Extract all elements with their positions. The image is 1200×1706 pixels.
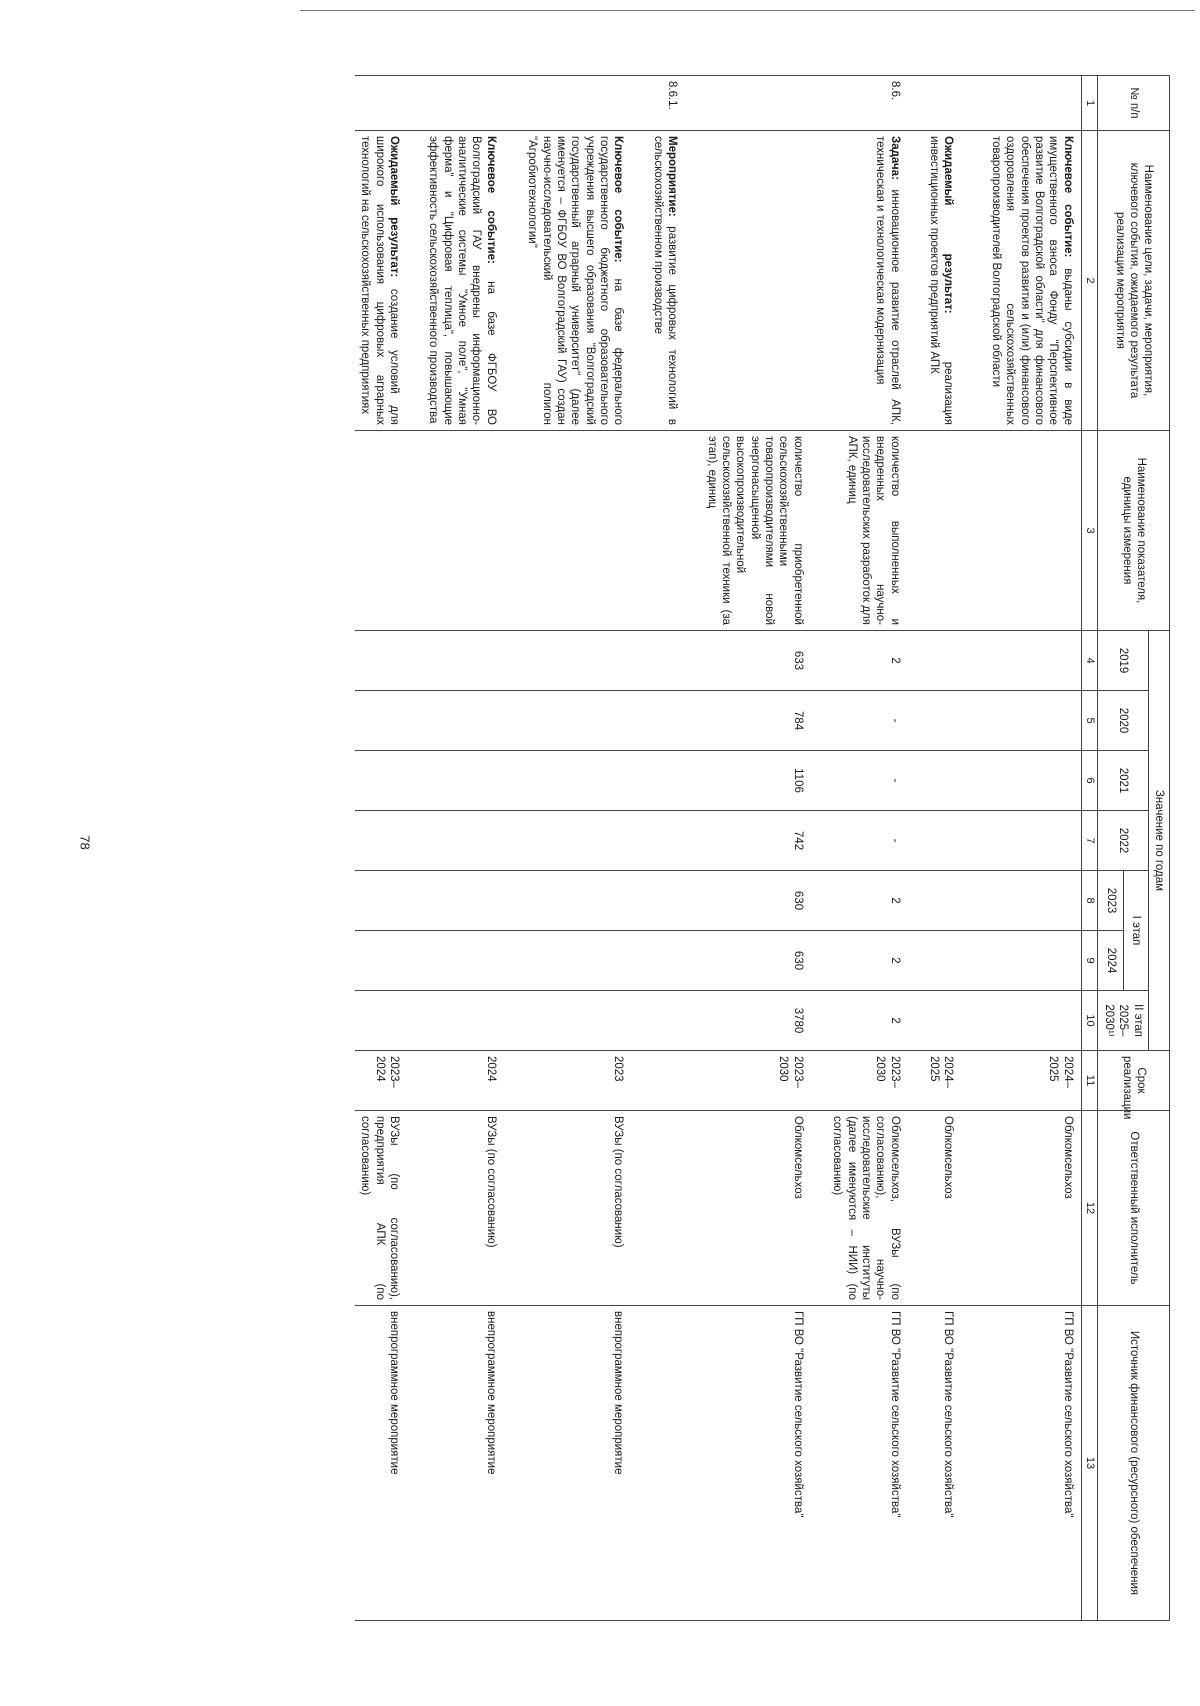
row-indicator [924, 431, 986, 631]
row-term [648, 1051, 702, 1111]
row-value-2020: 784 [701, 691, 827, 751]
row-responsible: Облкомсельхоз, ВУЗы (по согласованию), научно-исследовательские институты (далее именуются – НИИ) (по согласованию) [827, 1111, 924, 1306]
row-value-2024 [522, 931, 648, 991]
col-num-1: 1 [1081, 76, 1098, 131]
row-value-2021 [986, 751, 1082, 811]
row-value-2022 [355, 811, 423, 871]
col-num-9: 9 [1081, 931, 1098, 991]
row-no [423, 76, 522, 131]
row-value-2021 [924, 751, 986, 811]
table-row [986, 76, 1082, 1621]
row-responsible: Облкомсельхоз [924, 1111, 986, 1306]
header-2021: 2021 [1098, 751, 1148, 811]
row-responsible: Облкомсельхоз [986, 1111, 1082, 1306]
row-value-2019 [986, 631, 1082, 691]
row-indicator: количество приобретенной сельскохозяйственными товаропроизводителями новой энергонасыщенной высокопроизводительной сельскохозяйственной техники (за этап), единиц [701, 431, 827, 631]
row-value-2021 [355, 751, 423, 811]
row-indicator: количество выполненных и внедренных научно-исследовательских разработок для АПК, единиц [827, 431, 924, 631]
header-responsible: Ответственный исполнитель [1098, 1111, 1170, 1306]
row-value-2019 [648, 631, 702, 691]
row-value-2022: 742 [701, 811, 827, 871]
row-no: 8.6. [827, 76, 924, 131]
page-number: 78 [77, 835, 93, 850]
row-value-2021 [522, 751, 648, 811]
row-value-2020: - [827, 691, 924, 751]
row-name [648, 131, 702, 431]
row-no: 8.6.1. [648, 76, 702, 131]
row-value-2022 [648, 811, 702, 871]
row-value-2019 [423, 631, 522, 691]
row-indicator [355, 431, 423, 631]
row-value-2021 [648, 751, 702, 811]
col-num-8: 8 [1081, 871, 1098, 931]
row-name-keyword: Ключевое событие: [1061, 136, 1074, 258]
row-name-text: реализация инвестиционных проектов предприятий АПК [928, 136, 955, 425]
row-value-2023 [355, 871, 423, 931]
row-name-keyword: Мероприятие: [666, 136, 679, 217]
header-source: Источник финансового (ресурсного) обеспечения [1098, 1306, 1170, 1621]
row-name [924, 131, 986, 431]
row-no [986, 76, 1082, 131]
row-no [701, 76, 827, 131]
row-name-text: на базе федерального государственного бюджетного образовательного учреждения высшего образования "Волгоградский государственный аграрный университет" (далее именуется – ФГБОУ ВО Волгоградский ГАУ) создан научно-исследовательский полигон "Агробиотехнологии" [526, 136, 625, 425]
row-value-2020 [355, 691, 423, 751]
col-num-12: 12 [1081, 1111, 1098, 1306]
table-body [355, 76, 1081, 1621]
table-row [924, 76, 986, 1621]
row-value-2024: 2 [827, 931, 924, 991]
row-value-2024 [648, 931, 702, 991]
row-value-2025-2030 [924, 991, 986, 1051]
col-num-4: 4 [1081, 631, 1098, 691]
row-source: ГП ВО "Развитие сельского хозяйства" [986, 1306, 1082, 1621]
row-name-keyword: Ожидаемый результат: [388, 136, 400, 278]
row-name-keyword: Ожидаемый результат: [942, 136, 955, 314]
row-name-text: инновационное развитие отраслей АПК, техническая и технологическая модернизация [874, 136, 901, 425]
row-name-text: развитие цифровых технологий в сельскохозяйственном производстве [651, 136, 679, 425]
col-num-13: 13 [1081, 1306, 1098, 1621]
header-indicator: Наименование показателя, единицы измерения [1098, 431, 1170, 631]
row-value-2022: - [827, 811, 924, 871]
row-name [986, 131, 1082, 431]
table-row [355, 76, 423, 1621]
row-term: 2023–2030 [827, 1051, 924, 1111]
row-name-keyword: Задача: [888, 136, 901, 180]
col-num-5: 5 [1081, 691, 1098, 751]
row-no [522, 76, 648, 131]
header-2020: 2020 [1098, 691, 1148, 751]
row-term: 2024 [423, 1051, 522, 1111]
row-value-2023 [648, 871, 702, 931]
row-value-2019: 633 [701, 631, 827, 691]
row-term: 2024–2025 [924, 1051, 986, 1111]
row-source: ГП ВО "Развитие сельского хозяйства" [827, 1306, 924, 1621]
row-value-2024: 630 [701, 931, 827, 991]
row-value-2025-2030: 3780 [701, 991, 827, 1051]
row-source: внепрограммное мероприятие [355, 1306, 423, 1621]
row-source: ГП ВО "Развитие сельского хозяйства" [701, 1306, 827, 1621]
header-2023: 2023 [1098, 871, 1123, 931]
row-value-2020 [986, 691, 1082, 751]
row-name-text: выданы субсидии в виде имущественного взноса Фонду "Перспективное развитие Волгоградской области" для финансового обеспечения проектов развития и (или) финансового оздоровления сельскохозяйственных товаропроизводителей Волгоградской области [989, 136, 1074, 425]
row-no [924, 76, 986, 131]
row-name [827, 131, 924, 431]
col-num-7: 7 [1081, 811, 1098, 871]
row-value-2025-2030 [522, 991, 648, 1051]
row-value-2019 [355, 631, 423, 691]
row-value-2019: 2 [827, 631, 924, 691]
row-value-2025-2030 [986, 991, 1082, 1051]
row-responsible: ВУЗы (по согласованию) [522, 1111, 648, 1306]
row-value-2024 [423, 931, 522, 991]
header-stage1: I этап [1123, 871, 1148, 991]
row-term: 2024–2025 [986, 1051, 1082, 1111]
row-value-2019 [924, 631, 986, 691]
row-value-2020 [924, 691, 986, 751]
header-2022: 2022 [1098, 811, 1148, 871]
col-num-3: 3 [1081, 431, 1098, 631]
row-value-2025-2030 [423, 991, 522, 1051]
row-responsible [648, 1111, 702, 1306]
row-value-2020 [522, 691, 648, 751]
row-source: внепрограммное мероприятие [522, 1306, 648, 1621]
row-value-2022 [986, 811, 1082, 871]
row-name-keyword: Ключевое событие: [612, 136, 625, 263]
row-value-2020 [648, 691, 702, 751]
header-term: Срок реализации [1098, 1051, 1170, 1111]
table-row [827, 76, 924, 1621]
row-name-text: создание условий для широкого использования цифровых аграрных технологий на сельскохозяйственных предприятиях [359, 136, 400, 425]
row-term: 2023 [522, 1051, 648, 1111]
row-responsible: ВУЗы (по согласованию) [423, 1111, 522, 1306]
row-indicator [648, 431, 702, 631]
row-name [701, 131, 827, 431]
row-source: внепрограммное мероприятие [423, 1306, 522, 1621]
row-value-2023 [522, 871, 648, 931]
table-row [701, 76, 827, 1621]
header-2024: 2024 [1098, 931, 1123, 991]
row-value-2023 [986, 871, 1082, 931]
top-rule [300, 10, 1195, 11]
row-value-2020 [423, 691, 522, 751]
row-value-2025-2030: 2 [827, 991, 924, 1051]
header-stage2: II этап 2025–2030¹⁾ [1098, 991, 1148, 1051]
rotated-page [185, 75, 1170, 1620]
row-responsible: Облкомсельхоз [701, 1111, 827, 1306]
row-source: ГП ВО "Развитие сельского хозяйства" [924, 1306, 986, 1621]
row-term: 2023–2030 [701, 1051, 827, 1111]
row-value-2021 [423, 751, 522, 811]
header-no: № п/п [1098, 76, 1170, 131]
row-value-2022 [423, 811, 522, 871]
row-value-2025-2030 [648, 991, 702, 1051]
row-value-2023 [924, 871, 986, 931]
row-value-2021: - [827, 751, 924, 811]
row-term: 2023–2024 [355, 1051, 423, 1111]
row-value-2022 [522, 811, 648, 871]
header-2019: 2019 [1098, 631, 1148, 691]
header-name: Наименование цели, задачи, мероприятия, ключевого события, ожидаемого результата реализации мероприятия [1098, 131, 1170, 431]
col-num-11: 11 [1081, 1051, 1098, 1111]
row-value-2025-2030 [355, 991, 423, 1051]
program-table [355, 75, 1170, 1621]
table-row [423, 76, 522, 1621]
row-value-2023 [423, 871, 522, 931]
row-value-2022 [924, 811, 986, 871]
row-no [355, 76, 423, 131]
row-value-2024 [924, 931, 986, 991]
table-row [522, 76, 648, 1621]
table-row [648, 76, 702, 1621]
col-num-10: 10 [1081, 991, 1098, 1051]
row-responsible: ВУЗы (по согласованию), предприятия АПК (по согласованию) [355, 1111, 423, 1306]
row-value-2019 [522, 631, 648, 691]
col-num-2: 2 [1081, 131, 1098, 431]
header-values: Значение по годам [1148, 631, 1169, 1051]
row-value-2021: 1106 [701, 751, 827, 811]
row-name [522, 131, 648, 431]
row-name-text: на базе ФГБОУ ВО Волгоградский ГАУ внедрены информационно-аналитические системы "Умное поле", "Умная ферма" и "Цифровая теплица", повышающие эффективность сельскохозяйственного производства [427, 136, 497, 425]
row-name [355, 131, 423, 431]
row-name [423, 131, 522, 431]
row-value-2023: 630 [701, 871, 827, 931]
row-value-2023: 2 [827, 871, 924, 931]
row-indicator [522, 431, 648, 631]
row-value-2024 [355, 931, 423, 991]
col-num-6: 6 [1081, 751, 1098, 811]
row-source [648, 1306, 702, 1621]
row-indicator [986, 431, 1082, 631]
row-indicator [423, 431, 522, 631]
row-value-2024 [986, 931, 1082, 991]
row-name-keyword: Ключевое событие: [484, 136, 497, 264]
